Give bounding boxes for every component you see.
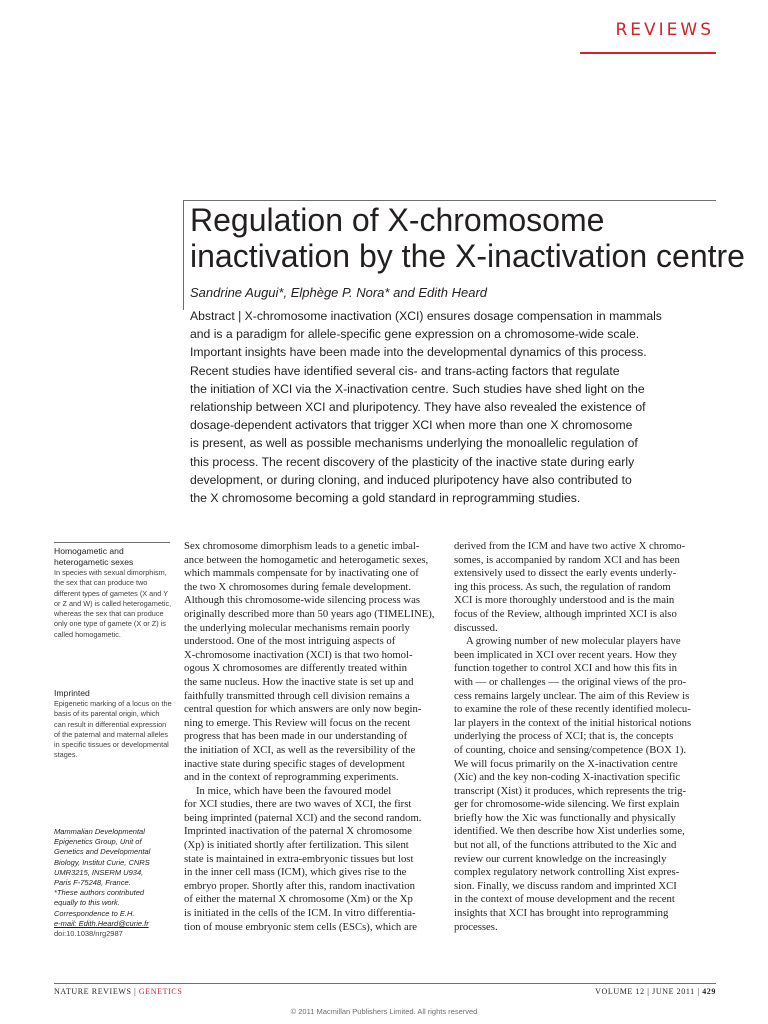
body-line: embryo proper. Shortly after this, random inactivation bbox=[184, 879, 415, 892]
glossary-definition: In species with sexual dimorphism, the sex that can produce two different types of gametes (X and Y or Z and W) is called heterogametic, whereas the sex that can produce only one type of gamete (X or Z) is called homogametic. bbox=[54, 568, 172, 639]
body-line: central question for which answers are only now begin- bbox=[184, 703, 422, 716]
title-rule-vertical bbox=[183, 200, 184, 310]
abstract-line: the X chromosome becoming a gold standard in reprogramming studies. bbox=[190, 491, 581, 506]
body-line: Although this chromosome-wide silencing process was bbox=[184, 594, 420, 607]
body-line: tion of mouse embryonic stem cells (ESCs), which are bbox=[184, 920, 417, 933]
abstract-line: this process. The recent discovery of the plasticity of the inactive state during early bbox=[190, 454, 635, 469]
body-line: to examine the role of these recently identified molecu- bbox=[454, 703, 691, 716]
affiliation-line: UMR3215, INSERM U934, bbox=[54, 867, 144, 877]
glossary-rule bbox=[54, 542, 170, 543]
body-line: been implicated in XCI over recent years. How they bbox=[454, 648, 677, 661]
body-line: ance between the homogametic and heterogametic sexes, bbox=[184, 553, 429, 566]
copyright-notice: © 2011 Macmillan Publishers Limited. All rights reserved bbox=[290, 1007, 478, 1016]
section-rule bbox=[580, 52, 716, 54]
body-line: of counting, choice and sensing/competence (BOX 1). bbox=[454, 743, 687, 756]
body-line: understood. One of the most intriguing aspects of bbox=[184, 635, 396, 648]
body-line: state is maintained in extra-embryonic tissues but lost bbox=[184, 852, 414, 865]
body-line: which mammals compensate for by inactivating one of bbox=[184, 567, 419, 580]
body-line: and in the context of reprogramming experiments. bbox=[184, 771, 399, 784]
abstract-line: the initiation of XCI via the X-inactivation centre. Such studies have shed light on the bbox=[190, 381, 645, 396]
affiliation-line: Epigenetics Group, Unit of bbox=[54, 837, 142, 847]
author-list: Sandrine Augui*, Elphège P. Nora* and Edith Heard bbox=[190, 285, 488, 300]
affiliation-line: Paris F-75248, France. bbox=[54, 878, 131, 888]
body-line: In mice, which have been the favoured model bbox=[196, 784, 392, 797]
body-line: underlying the process of XCI; that is, the concepts bbox=[454, 730, 674, 743]
affiliation-block bbox=[54, 827, 172, 939]
affiliation-line: Mammalian Developmental bbox=[54, 827, 145, 836]
journal-name: NATURE REVIEWS bbox=[54, 987, 132, 996]
title-rule-horizontal bbox=[183, 200, 716, 201]
glossary-term: Homogametic and heterogametic sexes bbox=[54, 546, 134, 567]
body-line: Imprinted inactivation of the paternal X chromosome bbox=[184, 825, 412, 838]
footer-rule bbox=[54, 983, 716, 984]
glossary-entry bbox=[54, 688, 172, 761]
body-column-2 bbox=[454, 540, 716, 934]
body-line: being imprinted (paternal XCI) and the second random. bbox=[184, 811, 422, 824]
body-line: the two X chromosomes during female development. bbox=[184, 580, 412, 593]
body-line: the initiation of XCI, as well as the reversibility of the bbox=[184, 743, 416, 756]
abstract-line: relationship between XCI and pluripotency. They have also revealed the existence of bbox=[190, 400, 646, 415]
body-line: identified. We then describe how Xist underlies some, bbox=[454, 825, 685, 838]
body-line: faithfully transmitted through cell division remains a bbox=[184, 689, 410, 702]
body-line: (Xic) and the key non-coding X-inactivation specific bbox=[454, 771, 681, 784]
email-link[interactable]: e-mail: Edith.Heard@curie.fr bbox=[54, 918, 149, 928]
body-line: X-chromosome inactivation (XCI) is that two homol- bbox=[184, 648, 413, 661]
title-line: Regulation of X-chromosome bbox=[190, 202, 605, 238]
body-line: A growing number of new molecular players have bbox=[466, 635, 681, 648]
body-line: originally described more than 50 years ago (TIMELINE), bbox=[184, 607, 435, 620]
affiliation-line: equally to this work. bbox=[54, 898, 120, 908]
body-line: in the inner cell mass (ICM), which gives rise to the bbox=[184, 866, 407, 879]
journal-section: GENETICS bbox=[138, 987, 183, 996]
affiliation-line: Biology, Institut Curie, CNRS bbox=[54, 857, 150, 867]
body-line: Sex chromosome dimorphism leads to a genetic imbal- bbox=[184, 540, 420, 552]
body-line: somes, is accompanied by random XCI and has been bbox=[454, 553, 680, 566]
body-line: briefly how the Xic was functionally and physically bbox=[454, 811, 676, 824]
abstract-line: dosage-dependent activators that trigger XCI when more than one X chromosome bbox=[190, 418, 633, 433]
body-line: the underlying molecular mechanisms remain poorly bbox=[184, 621, 410, 634]
abstract-line: development, or during cloning, and induced pluripotency have also contributed to bbox=[190, 472, 632, 487]
glossary-term: Imprinted bbox=[54, 688, 90, 698]
body-line: extensively used to dissect the early events underly- bbox=[454, 567, 677, 580]
article-title bbox=[190, 202, 745, 274]
body-line: is initiated in the cells of the ICM. In vitro differentia- bbox=[184, 907, 416, 920]
title-line: inactivation by the X-inactivation centre bbox=[190, 238, 745, 274]
body-line: review our current knowledge on the increasingly bbox=[454, 852, 667, 865]
body-line: derived from the ICM and have two active X chromo- bbox=[454, 540, 686, 552]
body-column-1 bbox=[184, 540, 446, 934]
doi: doi:10.1038/nrg2987 bbox=[54, 929, 123, 939]
glossary-definition: Epigenetic marking of a locus on the basis of its parental origin, which can result in differential expression of the paternal and maternal alleles in specific tissues or developmental stages. bbox=[54, 699, 172, 760]
abstract bbox=[190, 307, 720, 507]
body-line: inactive state during specific stages of development bbox=[184, 757, 405, 770]
body-line: discussed. bbox=[454, 621, 498, 634]
affiliation-line: Genetics and Developmental bbox=[54, 847, 151, 857]
body-line: in the context of mouse development and the recent bbox=[454, 893, 675, 906]
body-line: the same nucleus. How the inactive state is set up and bbox=[184, 675, 414, 688]
body-line: cess remains largely unclear. The aim of this Review is bbox=[454, 689, 690, 702]
body-line: lar players in the context of the initial historical notions bbox=[454, 716, 692, 729]
body-line: focus of the Review, although imprinted XCI is also bbox=[454, 607, 677, 620]
body-line: processes. bbox=[454, 920, 498, 933]
section-label: REVIEWS bbox=[615, 20, 714, 40]
body-line: ning to emerge. This Review will focus on the recent bbox=[184, 716, 411, 729]
affiliation-line: Correspondence to E.H. bbox=[54, 908, 135, 918]
body-line: insights that XCI has brought into reprogramming bbox=[454, 907, 669, 920]
body-line: (Xp) is initiated shortly after fertilization. This silent bbox=[184, 839, 409, 852]
body-line: progress that has been made in our understanding of bbox=[184, 730, 408, 743]
body-line: of either the maternal X chromosome (Xm) or the Xp bbox=[184, 893, 413, 906]
body-line: ing this process. As such, the regulation of random bbox=[454, 580, 671, 593]
abstract-line: Abstract | X-chromosome inactivation (XCI) ensures dosage compensation in mammals bbox=[190, 309, 662, 323]
body-line: sion. Finally, we discuss random and imprinted XCI bbox=[454, 879, 677, 892]
footer-journal: NATURE REVIEWS | GENETICS bbox=[54, 987, 183, 996]
body-line: function together to control XCI and how this fits in bbox=[454, 662, 677, 675]
glossary-entry bbox=[54, 546, 172, 640]
body-line: ogous X chromosomes are differently treated within bbox=[184, 662, 407, 675]
abstract-line: Important insights have been made into the developmental dynamics of this process. bbox=[190, 345, 647, 360]
body-line: for XCI studies, there are two waves of XCI, the first bbox=[184, 798, 412, 811]
abstract-line: Recent studies have identified several cis- and trans-acting factors that regulate bbox=[190, 363, 620, 378]
body-line: transcript (Xist) it produces, which represents the trig- bbox=[454, 784, 687, 797]
body-line: XCI is more thoroughly understood and is the main bbox=[454, 594, 675, 607]
issue-info: VOLUME 12 | JUNE 2011 | bbox=[595, 987, 700, 996]
body-line: but not all, of the functions attributed to the Xic and bbox=[454, 839, 677, 852]
abstract-line: and is a paradigm for allele-specific gene expression on a chromosome-wide scale. bbox=[190, 327, 640, 342]
body-line: with — or challenges — the original views of the pro- bbox=[454, 675, 687, 688]
body-line: We will focus primarily on the X-inactivation centre bbox=[454, 757, 678, 770]
page-number: 429 bbox=[702, 987, 716, 996]
body-line: ger for chromosome-wide silencing. We first explain bbox=[454, 798, 680, 811]
affiliation-line: *These authors contributed bbox=[54, 888, 145, 898]
body-line: complex regulatory network controlling Xist expres- bbox=[454, 866, 680, 879]
footer-issue bbox=[595, 987, 716, 996]
abstract-line: is present, as well as possible mechanisms underlying the monoallelic regulation of bbox=[190, 436, 638, 451]
